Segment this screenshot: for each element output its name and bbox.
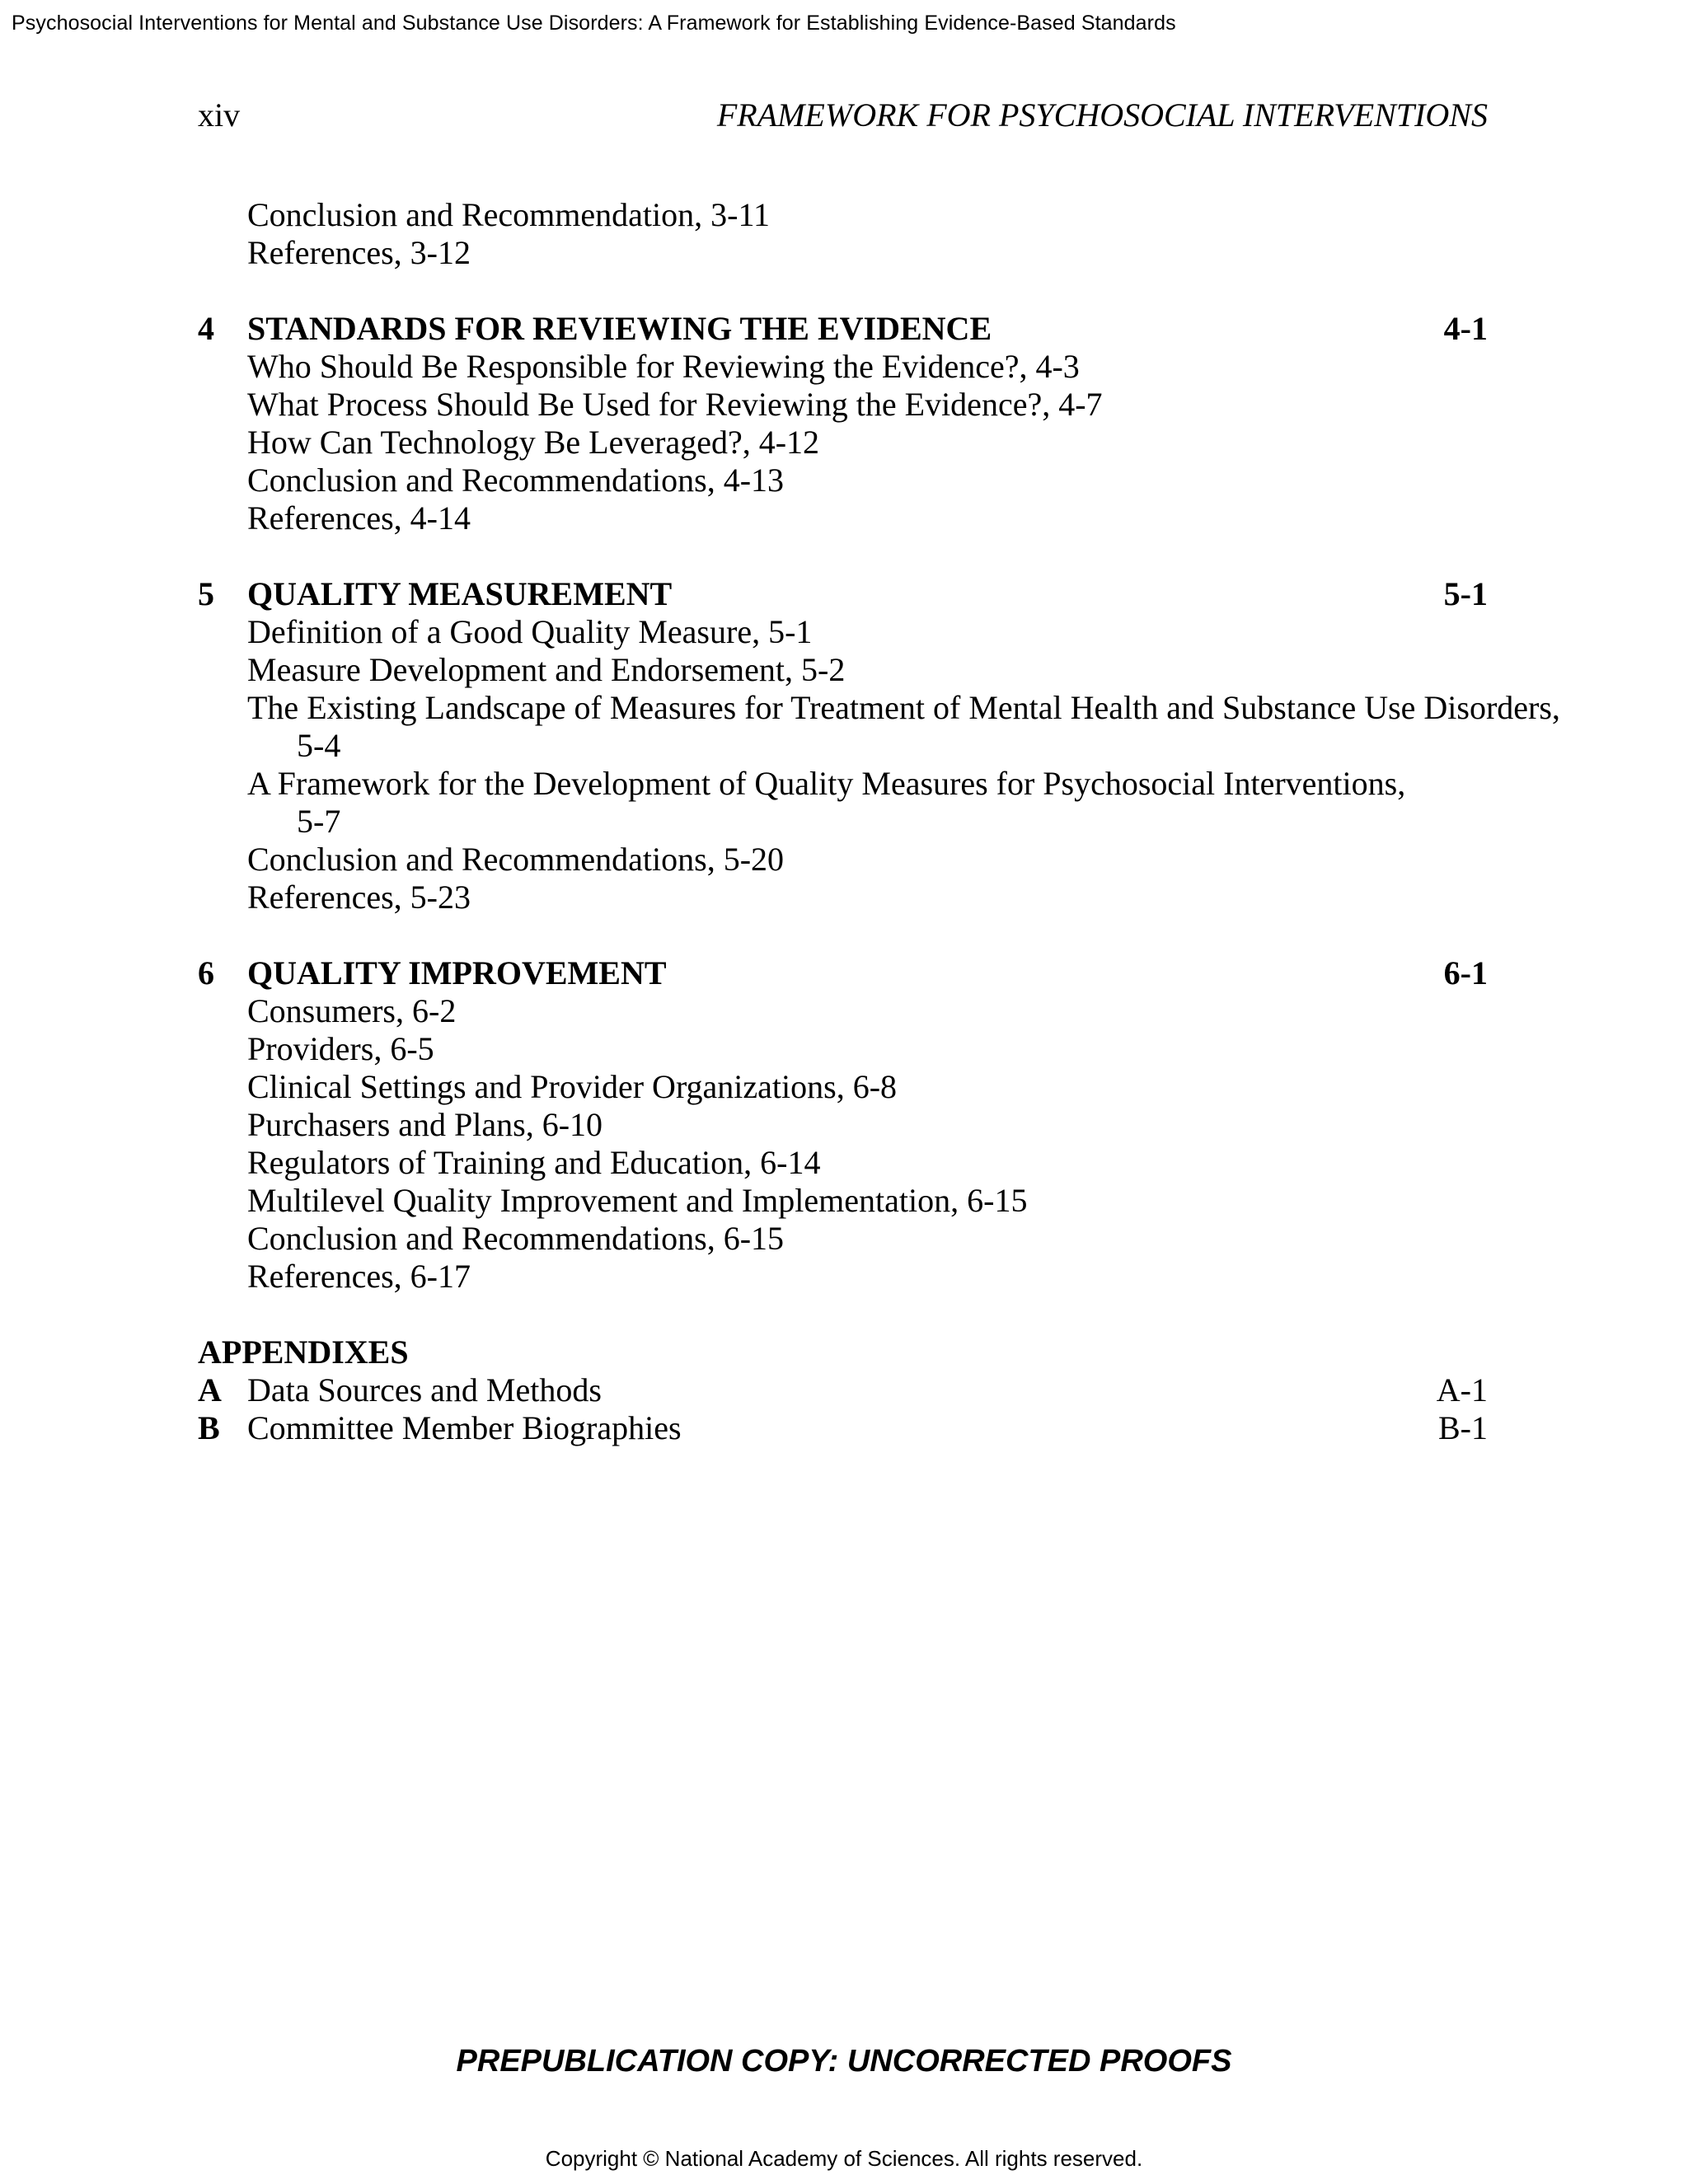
running-head: Psychosocial Interventions for Mental and Substance Use Disorders: A Framework for Establishing Evidence-Based Standards <box>12 12 1176 35</box>
chapter-title: QUALITY MEASUREMENT <box>247 575 673 612</box>
chapter-heading <box>198 575 1488 613</box>
appendix-page: B-1 <box>1438 1409 1488 1446</box>
appendix-letter: B <box>198 1409 220 1446</box>
toc-entry: What Process Should Be Used for Reviewing the Evidence?, 4-7 <box>247 386 1103 423</box>
appendix-entry <box>198 1371 1488 1409</box>
toc-entry: Regulators of Training and Education, 6-14 <box>247 1144 821 1181</box>
chapter-heading <box>198 954 1488 992</box>
toc-entry: Conclusion and Recommendations, 5-20 <box>247 841 785 878</box>
toc-entry: References, 6-17 <box>247 1258 471 1295</box>
toc-entry: References, 3-12 <box>247 234 471 271</box>
toc-entry: Consumers, 6-2 <box>247 992 457 1029</box>
toc-entry: How Can Technology Be Leveraged?, 4-12 <box>247 424 820 461</box>
appendix-title: Committee Member Biographies <box>247 1409 682 1446</box>
toc-entry: The Existing Landscape of Measures for Treatment of Mental Health and Substance Use Disorders, 5-4 <box>247 689 1560 764</box>
toc-entry: Providers, 6-5 <box>247 1030 434 1067</box>
appendix-title: Data Sources and Methods <box>247 1371 602 1408</box>
page-header <box>198 96 1488 145</box>
chapter-title: STANDARDS FOR REVIEWING THE EVIDENCE <box>247 310 992 347</box>
toc-entry: Purchasers and Plans, 6-10 <box>247 1106 603 1143</box>
chapter-number: 6 <box>198 954 214 991</box>
toc-entry: Conclusion and Recommendations, 4-13 <box>247 462 785 499</box>
appendix-entry <box>198 1409 1488 1447</box>
chapter-heading <box>198 310 1488 348</box>
chapter-page: 4-1 <box>1443 310 1488 347</box>
prepublication-notice: PREPUBLICATION COPY: UNCORRECTED PROOFS <box>456 2044 1232 2079</box>
toc-entry: Clinical Settings and Provider Organizations, 6-8 <box>247 1068 898 1105</box>
copyright-notice: Copyright © National Academy of Sciences. All rights reserved. <box>545 2146 1143 2171</box>
chapter-page: 6-1 <box>1443 954 1488 991</box>
chapter-page: 5-1 <box>1443 575 1488 612</box>
appendix-letter: A <box>198 1371 222 1408</box>
toc-entry: Who Should Be Responsible for Reviewing the Evidence?, 4-3 <box>247 348 1080 385</box>
page-title: FRAMEWORK FOR PSYCHOSOCIAL INTERVENTIONS <box>716 96 1488 134</box>
table-of-contents <box>198 196 1560 1447</box>
appendixes-heading: APPENDIXES <box>198 1333 409 1371</box>
toc-entry: References, 5-23 <box>247 879 471 916</box>
page-number: xiv <box>198 96 241 134</box>
toc-entry: A Framework for the Development of Quality Measures for Psychosocial Interventions, 5-7 <box>247 765 1406 840</box>
toc-entry: References, 4-14 <box>247 499 471 537</box>
appendix-page: A-1 <box>1436 1371 1488 1408</box>
toc-entry: Conclusion and Recommendation, 3-11 <box>247 196 770 233</box>
toc-entry: Conclusion and Recommendations, 6-15 <box>247 1220 785 1257</box>
chapter-number: 4 <box>198 310 214 347</box>
toc-entry: Definition of a Good Quality Measure, 5-1 <box>247 613 813 650</box>
chapter-number: 5 <box>198 575 214 612</box>
chapter-title: QUALITY IMPROVEMENT <box>247 954 667 991</box>
toc-entry: Multilevel Quality Improvement and Implementation, 6-15 <box>247 1182 1028 1219</box>
toc-entry: Measure Development and Endorsement, 5-2 <box>247 651 846 688</box>
